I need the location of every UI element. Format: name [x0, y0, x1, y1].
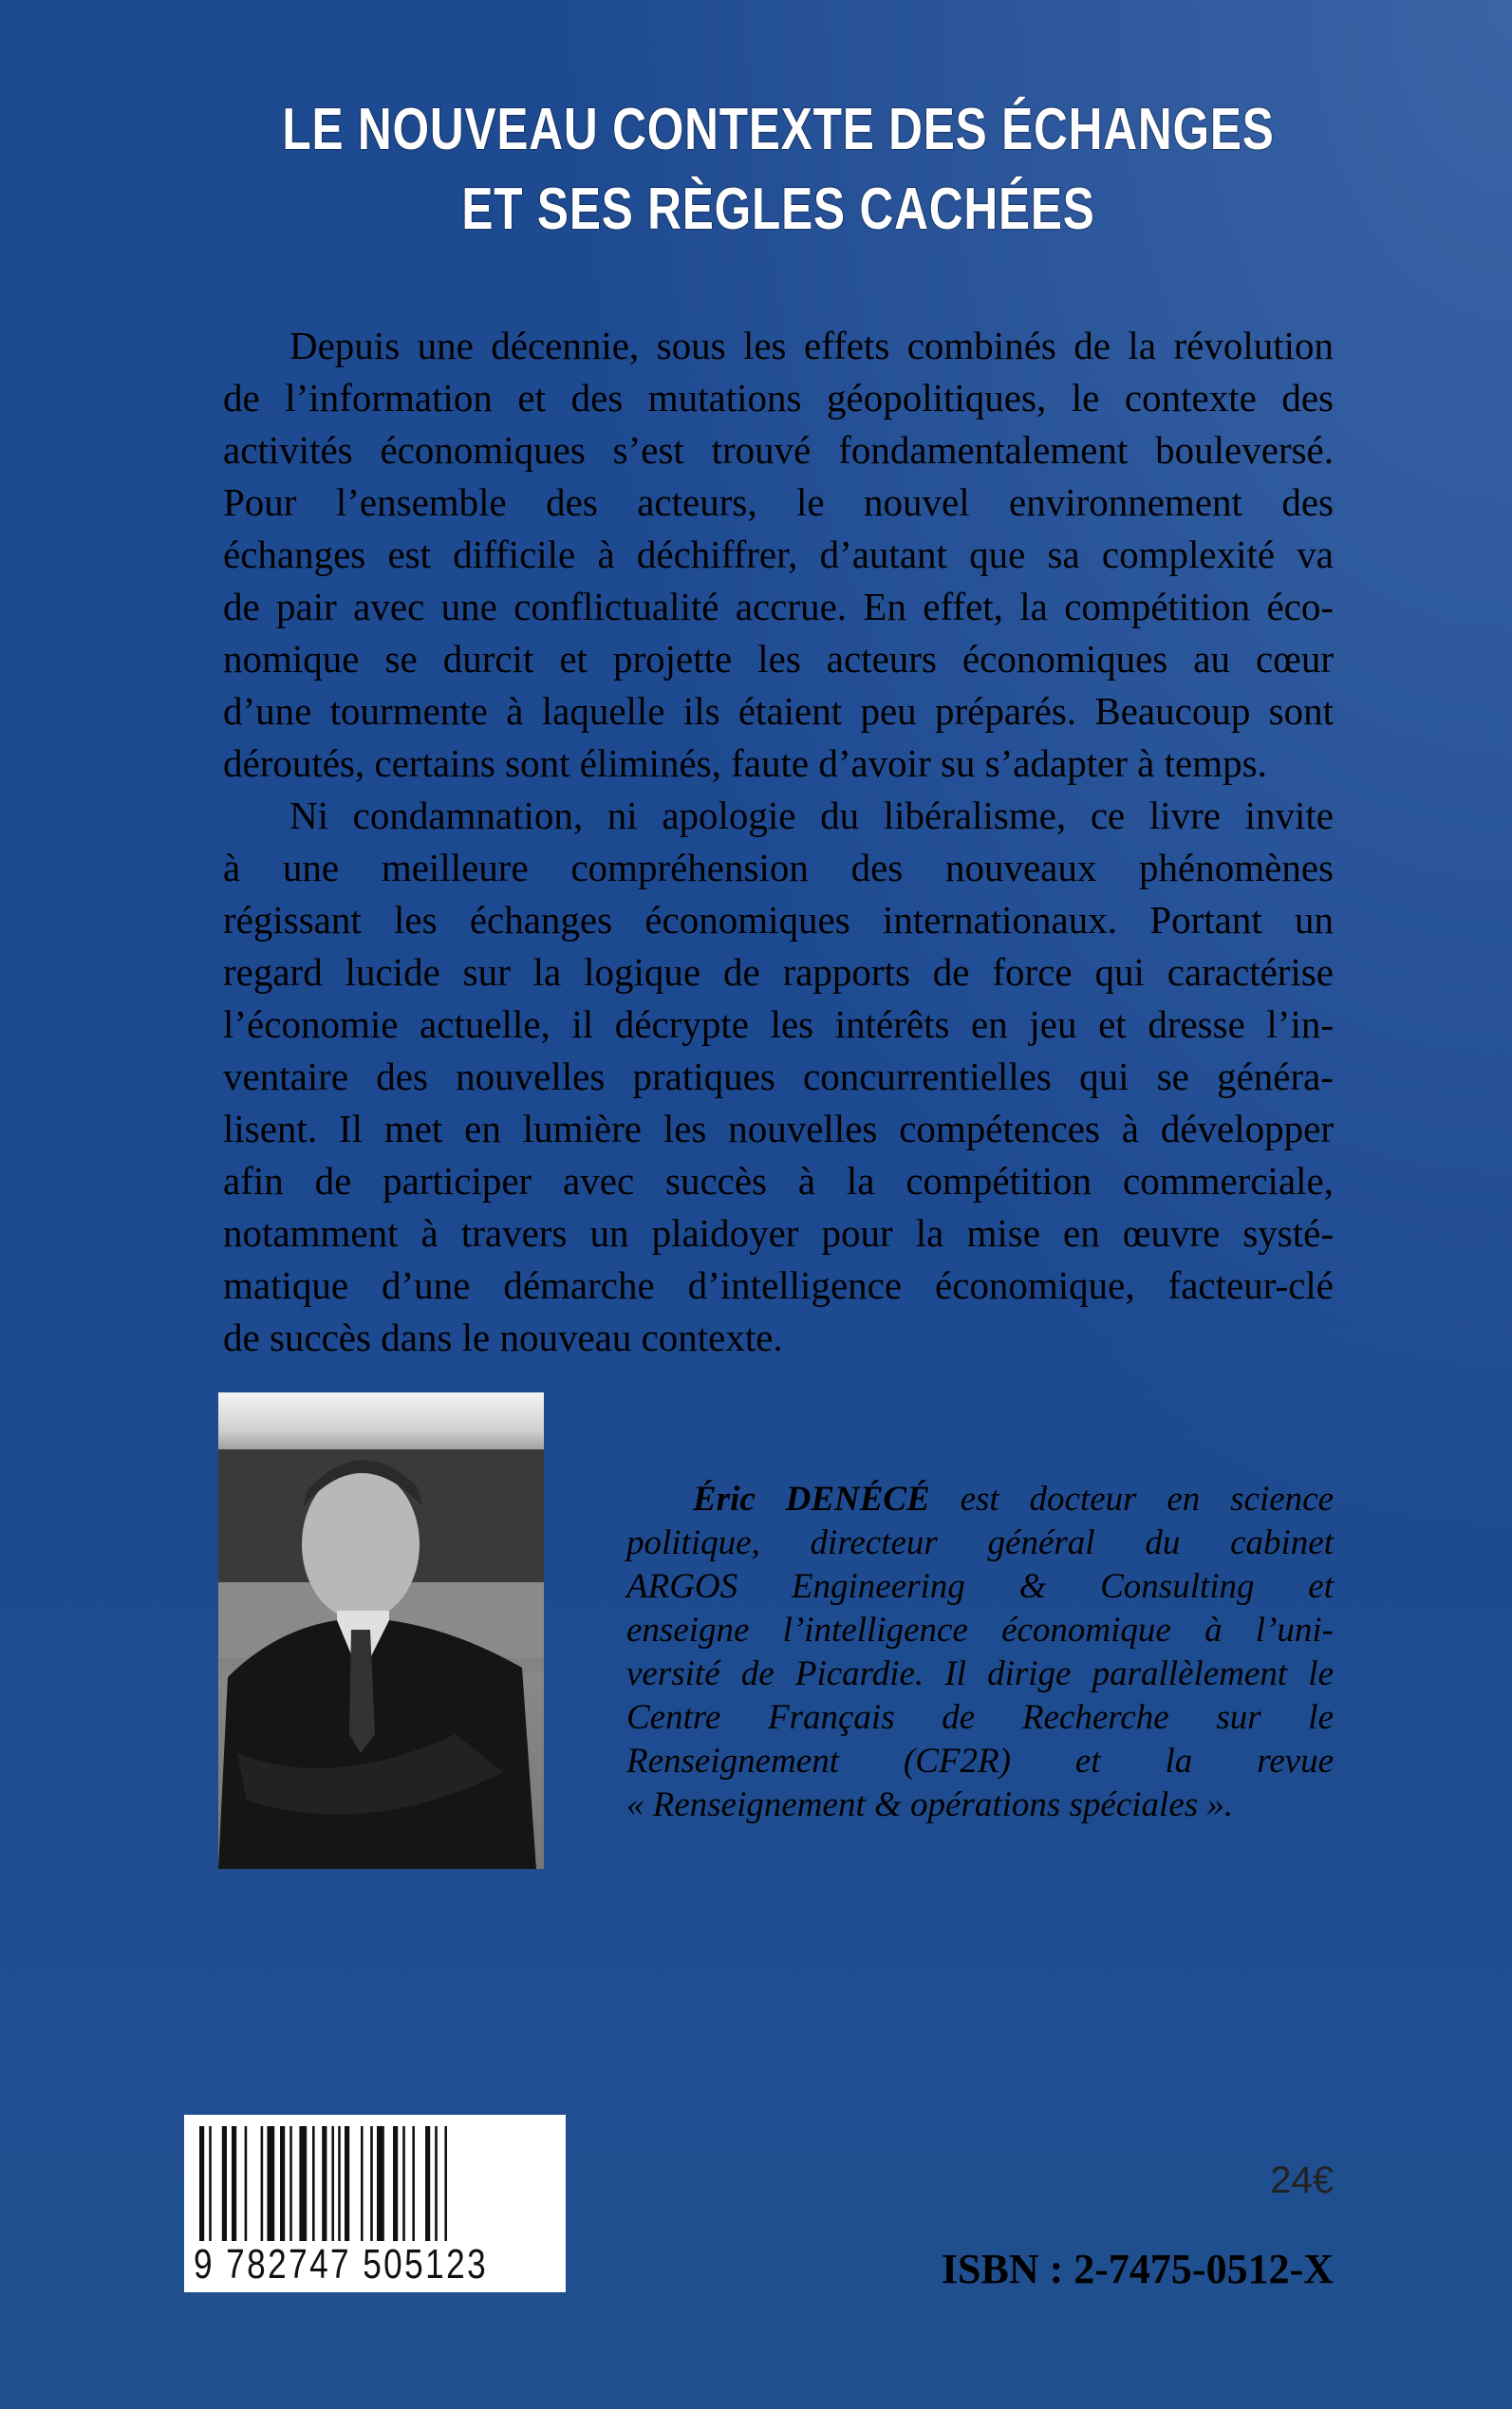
- author-photo: [218, 1392, 544, 1869]
- barcode-bar: [289, 2126, 292, 2254]
- isbn-barcode: [184, 2115, 566, 2292]
- blurb-line: à une meilleure compréhension des nouveaux phénomènes: [223, 846, 1334, 889]
- blurb-line: de pair avec une conflictualité accrue. En effet, la compétition éco-: [223, 585, 1334, 628]
- barcode-bar: [370, 2126, 373, 2254]
- bio-line: versité de Picardie. Il dirige parallèlement le: [626, 1654, 1334, 1693]
- author-name: Éric DENÉCÉ: [693, 1480, 930, 1519]
- bio-line: enseigne l’intelligence économique à l’uni-: [626, 1611, 1334, 1650]
- blurb-line: Pour l’ensemble des acteurs, le nouvel environnement des: [223, 480, 1334, 524]
- price: 24€: [1270, 2159, 1334, 2201]
- blurb-line: activités économiques s’est trouvé fondamentalement bouleversé.: [223, 428, 1334, 472]
- bio-line: [626, 1478, 1334, 1522]
- barcode-bar: [232, 2126, 236, 2254]
- barcode-bar: [425, 2126, 430, 2254]
- barcode-bar: [222, 2126, 227, 2254]
- bio-line: politique, directeur général du cabinet: [626, 1523, 1334, 1562]
- bio-text: est docteur en science: [929, 1480, 1334, 1519]
- barcode-bar: [377, 2126, 384, 2254]
- bio-line: ARGOS Engineering & Consulting et: [626, 1567, 1334, 1606]
- book-title: [156, 90, 1401, 250]
- blurb: [223, 320, 1334, 1364]
- title-line: ET SES RÈGLES CACHÉES: [461, 177, 1095, 242]
- bio-line: Renseignement (CF2R) et la revue: [626, 1742, 1334, 1781]
- barcode-bar: [338, 2126, 341, 2254]
- blurb-line: nomique se durcit et projette les acteurs économiques au cœur: [223, 637, 1334, 681]
- author-bio: [626, 1478, 1334, 1827]
- blurb-line: déroutés, certains sont éliminés, faute d’avoir su s’adapter à temps.: [223, 741, 1267, 785]
- title-line: LE NOUVEAU CONTEXTE DES ÉCHANGES: [282, 97, 1275, 162]
- blurb-line: ventaire des nouvelles pratiques concurrentielles qui se généra-: [223, 1055, 1334, 1098]
- blurb-line: matique d’une démarche d’intelligence économique, facteur-clé: [223, 1263, 1334, 1307]
- barcode-bar: [267, 2126, 274, 2254]
- blurb-line: de l’information et des mutations géopolitiques, le contexte des: [223, 376, 1334, 420]
- author-portrait-image: [218, 1392, 544, 1869]
- barcode-bar: [261, 2126, 264, 2254]
- barcode-bar: [345, 2126, 349, 2254]
- blurb-line: Depuis une décennie, sous les effets combinés de la révolution: [289, 324, 1334, 367]
- barcode-bar: [393, 2126, 398, 2254]
- blurb-line: regard lucide sur la logique de rapports de force qui caractérise: [223, 950, 1334, 994]
- blurb-line: d’une tourmente à laquelle ils étaient peu préparés. Beaucoup sont: [223, 689, 1334, 733]
- bio-line: Centre Français de Recherche sur le: [626, 1698, 1334, 1737]
- barcode-bar: [245, 2126, 248, 2254]
- barcode-bar: [322, 2126, 327, 2254]
- barcode-bar: [412, 2126, 415, 2254]
- barcode-bar: [280, 2126, 285, 2254]
- bio-line: « Renseignement & opérations spéciales ».: [626, 1785, 1234, 1824]
- blurb-line: afin de participer avec succès à la compétition commerciale,: [223, 1159, 1334, 1203]
- blurb-line: l’économie actuelle, il décrypte les intérêts en jeu et dresse l’in-: [223, 1002, 1334, 1046]
- barcode-bar: [361, 2126, 364, 2254]
- blurb-line: notamment à travers un plaidoyer pour la mise en œuvre systé-: [223, 1211, 1334, 1255]
- blurb-line: Ni condamnation, ni apologie du libéralisme, ce livre invite: [289, 794, 1334, 837]
- barcode-bar: [312, 2126, 315, 2254]
- blurb-line: régissant les échanges économiques internationaux. Portant un: [223, 898, 1334, 942]
- barcode-bar: [299, 2126, 307, 2254]
- blurb-line: lisent. Il met en lumière les nouvelles compétences à développer: [223, 1107, 1334, 1150]
- barcode-digits: 9 782747 505123: [194, 2241, 489, 2288]
- blurb-line: échanges est difficile à déchiffrer, d’autant que sa complexité va: [223, 532, 1334, 576]
- isbn: ISBN : 2-7475-0512-X: [941, 2246, 1334, 2292]
- barcode-bar: [435, 2126, 438, 2254]
- barcode-bar: [402, 2126, 405, 2254]
- blurb-line: de succès dans le nouveau contexte.: [223, 1316, 783, 1359]
